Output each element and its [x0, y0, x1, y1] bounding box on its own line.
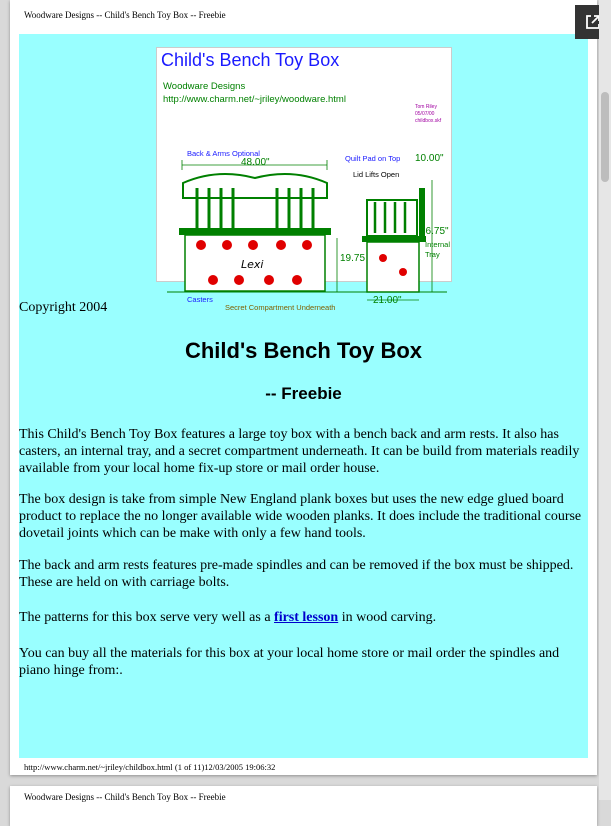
- page-header: Woodware Designs -- Child's Bench Toy Box -- Freebie: [24, 10, 226, 20]
- figure-subtitle: Woodware Designs: [163, 81, 246, 92]
- figure-url: http://www.charm.net/~jriley/woodware.html: [163, 94, 346, 105]
- dim-depth-top: 10.00": [415, 153, 444, 164]
- bench-drawing: [157, 48, 451, 281]
- svg-text:Lexi: Lexi: [241, 258, 264, 271]
- label-lid: Lid Lifts Open: [353, 170, 400, 179]
- vertical-scrollbar[interactable]: [599, 0, 611, 800]
- paragraph-spindles: The back and arm rests features pre-made spindles and can be removed if the box must be shipped. These are held on with carriage bolts.: [19, 558, 574, 590]
- page-subtitle: -- Freebie: [265, 384, 342, 403]
- page-content: [19, 34, 588, 758]
- page-footer: http://www.charm.net/~jriley/childbox.html (1 of 11)12/03/2005 19:06:32: [24, 762, 276, 772]
- figure-title: Child's Bench Toy Box: [161, 50, 340, 70]
- dim-height: 36.75": [420, 226, 449, 237]
- copyright-text: Copyright 2004: [19, 300, 108, 315]
- paragraph-materials: You can buy all the materials for this box at your local home store or mail order the spindles and piano hinge from:.: [19, 646, 560, 678]
- toy-box-diagram: [156, 47, 452, 312]
- figure-author: Tom Riley: [415, 104, 437, 110]
- dim-width: 48.00": [241, 157, 270, 168]
- label-secret: Secret Compartment Underneath: [225, 303, 336, 312]
- label-back-arms: Back & Arms Optional: [187, 149, 260, 158]
- pdf-page-1: [10, 0, 597, 775]
- figure-date: 05/07/00: [415, 111, 435, 117]
- paragraph-intro: This Child's Bench Toy Box features a large toy box with a bench back and arm rests. It also has casters, an internal tray, and a secret compartment underneath. It can be build from materials readily available from your local home fix-up store or mail order house.: [19, 427, 580, 476]
- label-quilt: Quilt Pad on Top: [345, 154, 401, 163]
- dim-box-height: 19.75: [340, 253, 366, 264]
- label-casters: Casters: [187, 295, 213, 304]
- first-lesson-link[interactable]: first lesson: [274, 610, 339, 625]
- patterns-text-before: The patterns for this box serve very well as a: [19, 610, 271, 625]
- paragraph-design: The box design is take from simple New England plank boxes but uses the new edge glued board product to replace the no longer available wide wooden planks. It does include the traditional course dovetail joints which can be make with only a few hand tools.: [19, 492, 582, 541]
- page-title: Child's Bench Toy Box: [184, 338, 423, 363]
- pdf-page-2: [10, 786, 597, 826]
- scrollbar-thumb[interactable]: [601, 92, 609, 182]
- figure-file: childbox.skf: [415, 118, 442, 124]
- patterns-text-after: in wood carving.: [341, 610, 437, 625]
- label-tray: Internal Tray: [425, 240, 451, 259]
- dim-side-width: 21.00": [373, 295, 402, 306]
- page2-header: Woodware Designs -- Child's Bench Toy Box -- Freebie: [24, 792, 226, 802]
- paragraph-patterns: [19, 609, 585, 626]
